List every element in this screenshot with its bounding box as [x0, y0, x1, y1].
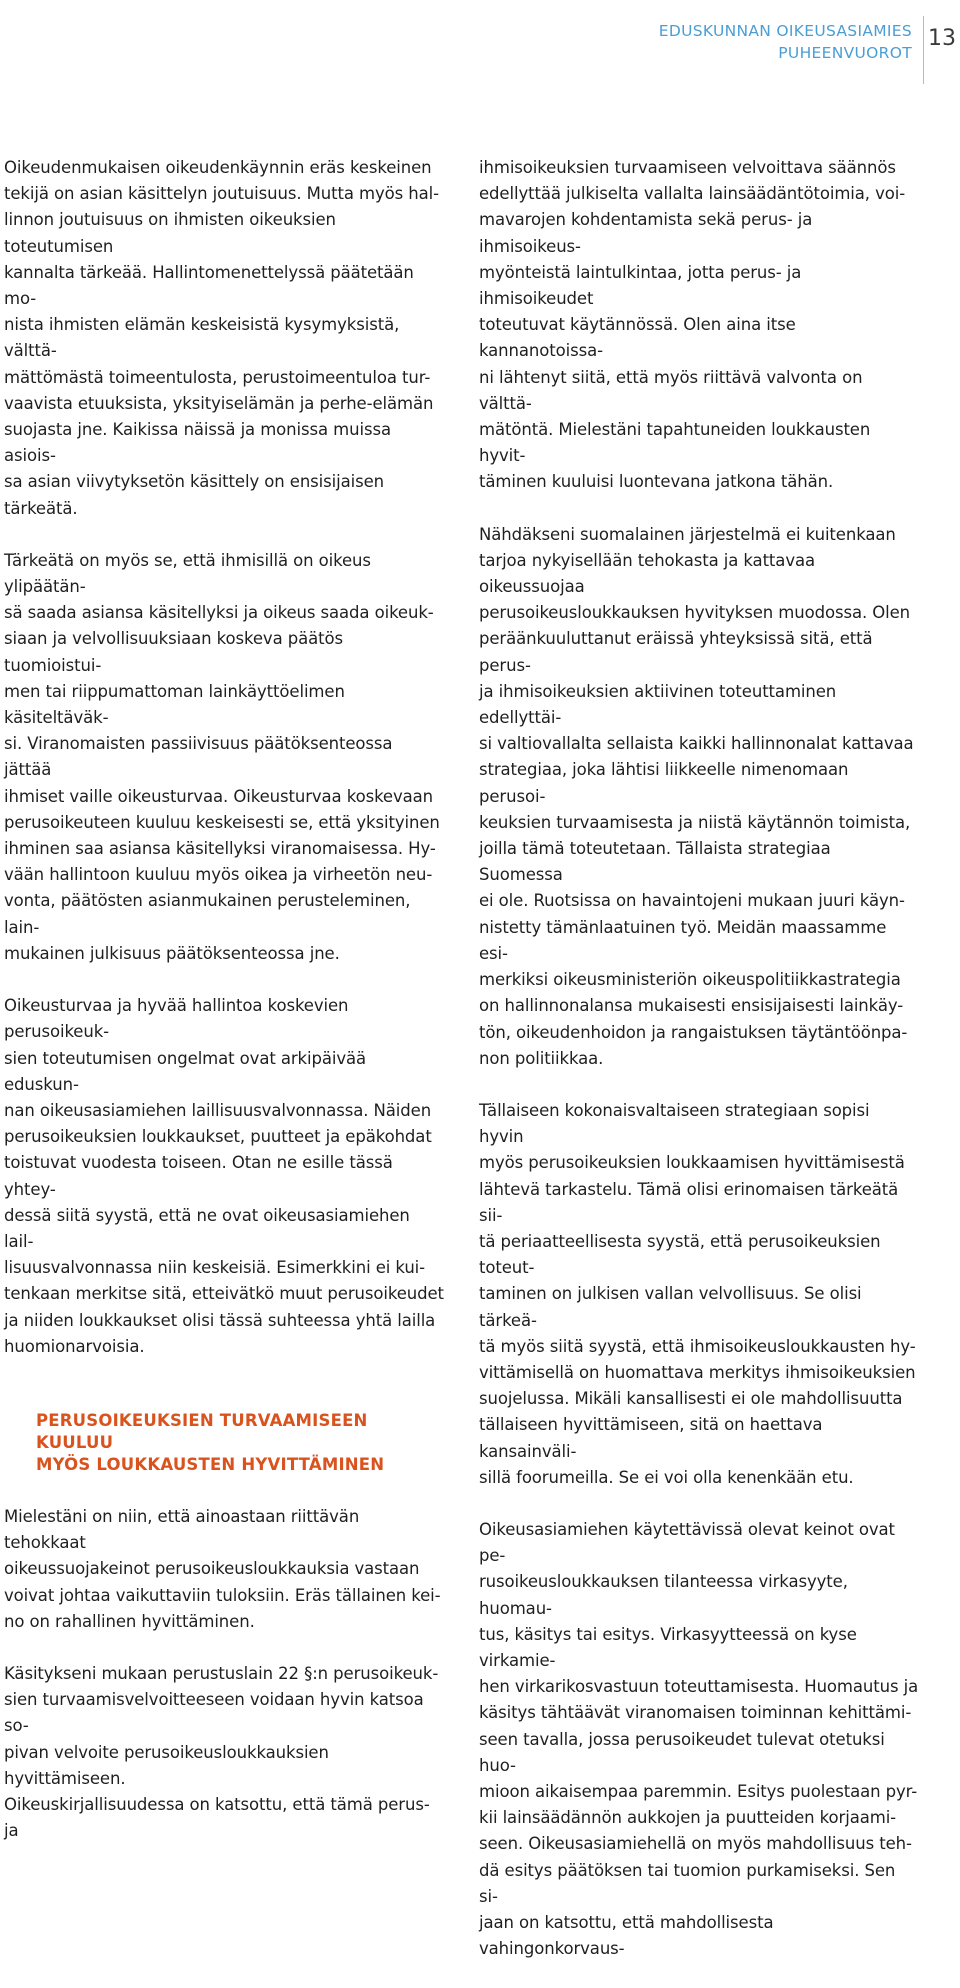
paragraph: Käsitykseni mukaan perustuslain 22 §:n perusoikeuk- sien turvaamisvelvoitteeseen voidaan hyvin katsoa so- pivan velvoite perusoikeusloukkauksien hyvittämiseen. Oikeuskirjallisuudessa on katsottu, että tämä perus- ja — [4, 1663, 439, 1841]
left-column — [4, 155, 444, 1870]
paragraph: Tärkeätä on myös se, että ihmisillä on oikeus ylipäätän- sä saada asiansa käsitellyksi ja oikeus saada oikeuk- siaan ja velvollisuuksiaan koskeva päätös tuomioistui- men tai riippumattoman lainkäyttöelimen käsiteltäväk- si. Viranomaisten passiivisuus päätöksenteossa jättää ihmiset vaille oikeusturvaa. Oikeusturvaa koskevaan perusoikeuteen kuuluu keskeisesti se, että yksityinen ihminen saa asiansa käsitellyksi viranomaisessa. Hy- vään hallintoon kuuluu myös oikea ja virheetön neu- vonta, päätösten asianmukainen perusteleminen, lain- mukainen julkisuus päätöksenteossa jne. — [4, 550, 440, 963]
publication-title-line1: EDUSKUNNAN OIKEUSASIAMIES — [658, 22, 912, 40]
paragraph: Oikeusasiamiehen käytettävissä olevat keinot ovat pe- rusoikeusloukkauksen tilanteessa virkasyyte, huomau- tus, käsitys tai esitys. Virkasyytteessä on kyse virkamie- hen virkarikosvastuun toteuttamisesta. Huomautus ja käsitys tähtäävät viranomaisen toiminnan kehittämi- seen tavalla, jossa perusoikeudet tulevat otetuksi huo- mioon aikaisempaa paremmin. Esitys puolestaan pyr- kii lainsäädännön aukkojen ja puutteiden korjaami- seen. Oikeusasiamiehellä on myös mahdollisuus teh- dä esitys päätöksen tai tuomion purkamiseksi. Sen si- jaan on katsottu, että mahdollisesta vahingonkorvaus- — [479, 1519, 919, 1959]
right-column — [479, 155, 919, 1988]
paragraph: Mielestäni on niin, että ainoastaan riittävän tehokkaat oikeussuojakeinot perusoikeusloukkauksia vastaan voivat johtaa vaikuttaviin tuloksiin. Eräs tällainen kei- no on rahallinen hyvittäminen. — [4, 1506, 441, 1631]
paragraph: ihmisoikeuksien turvaamiseen velvoittava säännös edellyttää julkiselta vallalta lainsäädäntötoimia, voi- mavarojen kohdentamista sekä perus- ja ihmisoikeus- myönteistä laintulkintaa, jotta perus- ja ihmisoikeudet toteutuvat käytännössä. Olen aina itse kannanotoissa- ni lähtenyt siitä, että myös riittävä valvonta on välttä- mätöntä. Mielestäni tapahtuneiden loukkausten hyvit- täminen kuuluisi luontevana jatkona tähän. — [479, 158, 906, 492]
page-number: 13 — [928, 26, 956, 51]
paragraph: Nähdäkseni suomalainen järjestelmä ei kuitenkaan tarjoa nykyisellään tehokasta ja kattavaa oikeussuojaa perusoikeusloukkauksen hyvityksen muodossa. Olen peräänkuuluttanut eräissä yhteyksissä sitä, että perus- ja ihmisoikeuksien aktiivinen toteuttaminen edellyttäi- si valtiovallalta sellaista kaikki hallinnonalat kattavaa strategiaa, joka lähtisi liikkeelle nimenomaan perusoi- keuksien turvaamisesta ja niistä käytännön toimista, joilla tämä toteutetaan. Tällaista strategiaa Suomessa ei ole. Ruotsissa on havaintojeni mukaan juuri käyn- nistetty tämänlaatuinen työ. Meidän maassamme esi- merkiksi oikeusministeriön oikeuspolitiikkastrategia on hallinnonalansa mukaisesti ensisijaisesti lainkäy- tön, oikeudenhoidon ja rangaistuksen täytäntöönpa- non politiikkaa. — [479, 524, 914, 1068]
publication-title-line2: PUHEENVUOROT — [778, 44, 912, 62]
section-heading: PERUSOIKEUKSIEN TURVAAMISEEN KUULUU MYÖS LOUKKAUSTEN HYVITTÄMINEN — [36, 1410, 385, 1474]
paragraph: Oikeudenmukaisen oikeudenkäynnin eräs keskeinen tekijä on asian käsittelyn joutuisuus. Mutta myös hal- linnon joutuisuus on ihmisten oikeuksien toteutumisen kannalta tärkeää. Hallintomenettelyssä päätetään mo- nista ihmisten elämän keskeisistä kysymyksistä, välttä- mättömästä toimeentulosta, perustoimeentuloa tur- vaavista etuuksista, yksityiselämän ja perhe-elämän suojasta jne. Kaikissa näissä ja monissa muissa asiois- sa asian viivytyksetön käsittely on ensisijaisen tärkeätä. — [4, 158, 440, 518]
paragraph: Tällaiseen kokonaisvaltaiseen strategiaan sopisi hyvin myös perusoikeuksien loukkaamisen hyvittämisestä lähtevä tarkastelu. Tämä olisi erinomaisen tärkeätä sii- tä periaatteellisesta syystä, että perusoikeuksien toteut- taminen on julkisen vallan velvollisuus. Se olisi tärkeä- tä myös siitä syystä, että ihmisoikeusloukkausten hy- vittämisellä on huomattava merkitys ihmisoikeuksien suojelussa. Mikäli kansallisesti ei ole mahdollisuutta tällaiseen hyvittämiseen, sitä on haettava kansainväli- sillä foorumeilla. Se ei voi olla kenenkään etu. — [479, 1100, 916, 1487]
header-divider — [923, 16, 924, 84]
publication-title — [659, 20, 912, 64]
page-header — [0, 16, 960, 86]
paragraph: Oikeusturvaa ja hyvää hallintoa koskevien perusoikeuk- sien toteutumisen ongelmat ovat arkipäivää eduskun- nan oikeusasiamiehen laillisuusvalvonnassa. Näiden perusoikeuksien loukkaukset, puutteet ja epäkohdat toistuvat vuodesta toiseen. Otan ne esille tässä yhtey- dessä siitä syystä, että ne ovat oikeusasiamiehen lail- lisuusvalvonnassa niin keskeisiä. Esimerkkini ei kui- tenkaan merkitse sitä, etteivätkö muut perusoikeudet ja niiden loukkaukset olisi tässä suhteessa yhtä lailla huomionarvoisia. — [4, 996, 444, 1356]
